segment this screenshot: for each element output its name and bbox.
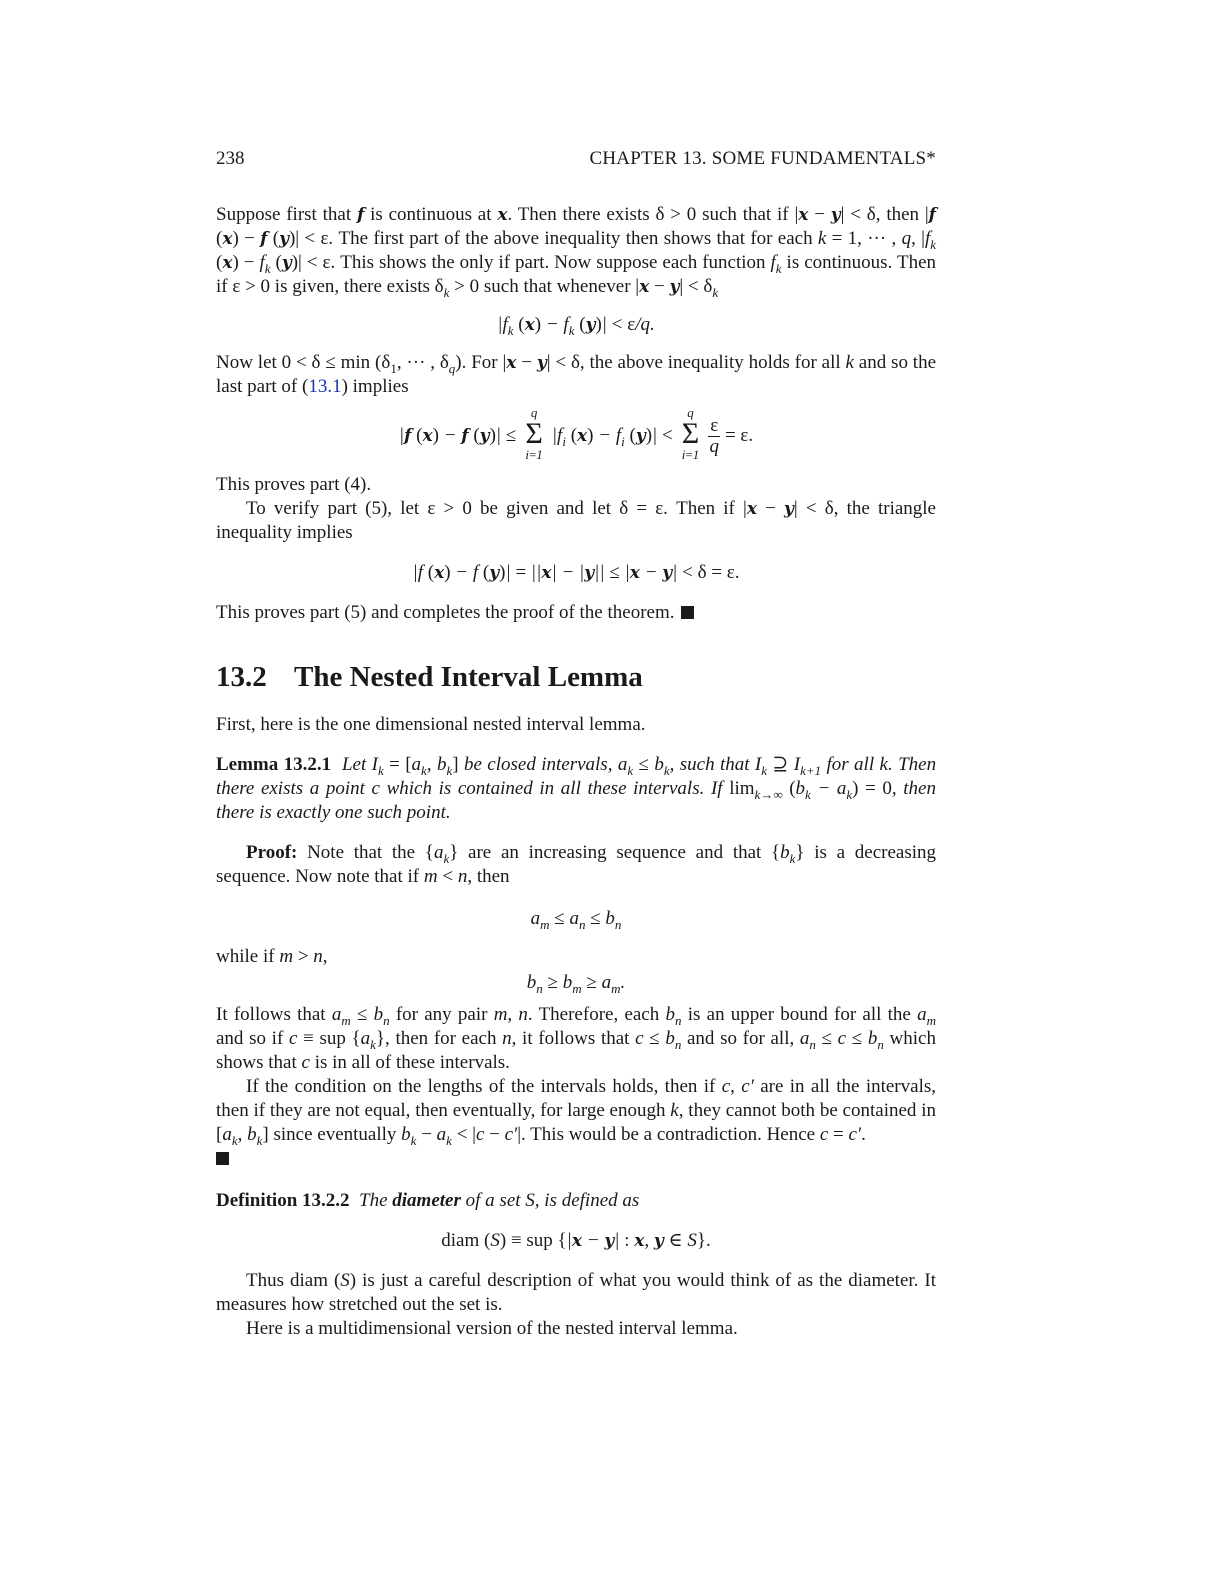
qed-square-icon <box>216 1152 229 1165</box>
proof-para-5: This proves part (5) and completes the proof of the theorem. <box>216 601 936 625</box>
proof-nested-p4: If the condition on the lengths of the intervals holds, then if c, c′ are in all the intervals, then if they are not equal, then eventually, for large enough k, they cannot both be contained in [$a_k$, $b_k$] since eventually $b_k - a_k < |c - c'|$. This would be a contradiction. Hence c = c′. <box>216 1075 936 1171</box>
section-intro: First, here is the one dimensional nested interval lemma. <box>216 714 646 735</box>
page-number: 238 <box>216 148 245 169</box>
section-heading <box>216 660 936 694</box>
equation-diam: diam (S) ≡ sup {|x − y| : x, y ∈ S}. <box>441 1230 711 1251</box>
definition-after-2: Here is a multidimensional version of the nested interval lemma. <box>246 1318 738 1339</box>
definition-after-1: Thus diam (S) is just a careful description of what you would think of as the diameter. It measures how stretched out the set is. <box>216 1270 936 1315</box>
proof-nested-p2: while if m > n, <box>216 946 328 967</box>
summation-symbol: q Σ i=1 <box>525 404 543 462</box>
equation-am-an-bn: $a_m \le a_n \le b_n$ <box>530 908 622 932</box>
equation-triangle: |f (x) − f (y)| = ||x| − |y|| ≤ |x − y| < δ = ε. <box>412 562 740 583</box>
definition-13-2-2: Definition 13.2.2 The diameter of a set S, is defined as <box>216 1190 640 1211</box>
proof-label: Proof: <box>246 842 298 863</box>
definition-label: Definition 13.2.2 <box>216 1190 350 1211</box>
lemma-13-2-1: Lemma 13.2.1 Let $I_k = [a_k$, $b_k$] be closed intervals, $a_k \le b_k$, such that $I_k$ ⊇ $I_{k+1}$ for all k. Then there exists a point c which is contained in all these intervals. If $\lim_{k\to\infty} (b_k - a_k) = 0$, then there is exactly one such point. <box>216 754 937 823</box>
page-header <box>216 148 936 174</box>
equation-fk: $|f_k$ $(x) - f_k$ (y)| < ε/q. <box>497 314 655 338</box>
proof-nested-p3: It follows that $a_m \le b_n$ for any pair m, n. Therefore, each $b_n$ is an upper bound for all the $a_m$ and so if c ≡ sup $\{a_k\}$, then for each n, it follows that $c \le b_n$ and so for all, $a_n \le c \le b_n$ which shows that c is in all of these intervals. <box>216 1004 936 1073</box>
lemma-label: Lemma 13.2.1 <box>216 754 332 775</box>
section-title: The Nested Interval Lemma <box>294 661 643 693</box>
equation-ref-13-1[interactable]: 13.1 <box>308 376 342 397</box>
running-title: CHAPTER 13. SOME FUNDAMENTALS* <box>589 148 936 169</box>
section-number: 13.2 <box>216 661 267 693</box>
page-body <box>216 203 936 1341</box>
definition-term: diameter <box>392 1190 461 1211</box>
proof-para-2: Now let $0 < \delta \le \min (\delta_1$, ··· , $\delta_q$). For |x − y| < δ, the above inequality holds for all k and so the last part of (13.1) implies <box>216 352 937 397</box>
proof-para-4: To verify part (5), let ε > 0 be given and let δ = ε. Then if |x − y| < δ, the triangle inequality implies <box>216 498 936 543</box>
proof-nested-p1: Proof: Note that the $\{a_k\}$ are an increasing sequence and that $\{b_k\}$ is a decreasing sequence. Now note that if m < n, then <box>216 842 936 887</box>
equation-sum: |f (x) − f (y)| ≤ q Σ i=1 $|f_i$ $(x) - f_i$ (y)| < q Σ i=1 $\frac{\varepsilon}{q}$ = ε. <box>216 401 936 471</box>
proof-para-3: This proves part (4). <box>216 474 372 495</box>
proof-para-1: Suppose first that f is continuous at x. Then there exists δ > 0 such that if |x − y| < δ, then |f (x) − f (y)| < ε. The first part of the above inequality then shows that for each k = 1, ··· , q, $|f_k$ $(x) - f_k$ (y)| < ε. This shows the only if part. Now suppose each function $f_k$ is continuous. Then if ε > 0 is given, there exists $\delta_k > 0$ such that whenever $|x - y| < \delta_k$ <box>216 204 937 300</box>
fraction-eps-q: $\frac{\varepsilon}{q}$ <box>709 415 719 458</box>
summation-symbol: q Σ i=1 <box>681 404 700 462</box>
equation-bn-bm-am: $b_n \ge b_m \ge a_m$. <box>526 972 626 996</box>
qed-square-icon <box>681 606 694 619</box>
